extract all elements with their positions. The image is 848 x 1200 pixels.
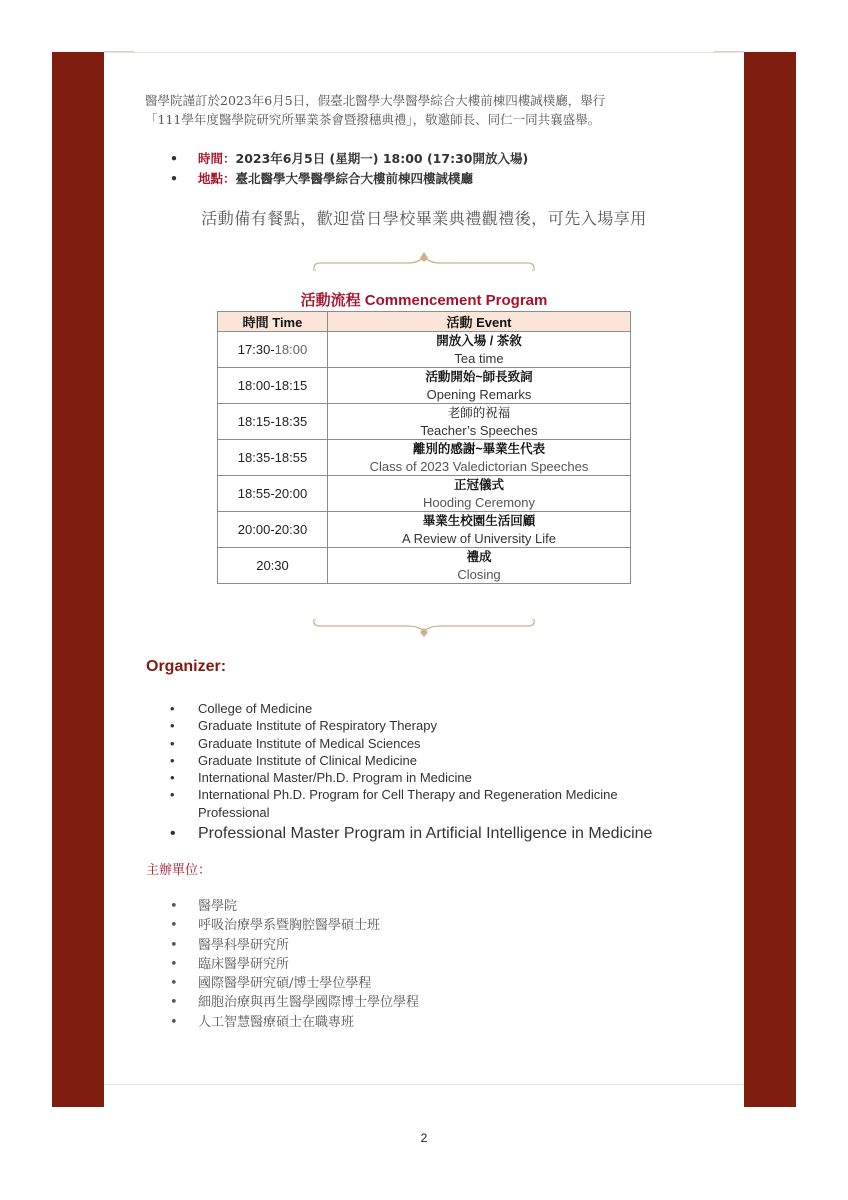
organizer-zh-title: 主辦單位： bbox=[146, 863, 212, 878]
bullet-icon: • bbox=[170, 976, 178, 992]
organizer-item: International Master/Ph.D. Program in Medicine bbox=[198, 770, 472, 786]
organizer-zh-item: 臨床醫學研究所 bbox=[198, 956, 290, 972]
list-item bbox=[170, 916, 690, 935]
table-row bbox=[218, 440, 631, 476]
bullet-icon: • bbox=[170, 825, 176, 843]
list-item bbox=[170, 752, 690, 769]
organizer-zh-list bbox=[170, 897, 690, 1032]
detail-time bbox=[170, 149, 690, 169]
page-number: 2 bbox=[420, 1131, 428, 1145]
event-en: Hooding Ceremony bbox=[422, 494, 535, 510]
event-zh: 活動開始~師長致詞 bbox=[425, 369, 533, 384]
intro-paragraph bbox=[145, 91, 705, 129]
time-cell: 20:30 bbox=[218, 548, 328, 584]
event-zh: 開放入場 / 茶敘 bbox=[436, 333, 522, 348]
event-en: Closing bbox=[457, 566, 501, 582]
list-item bbox=[170, 974, 690, 993]
organizer-item: Graduate Institute of Medical Sciences bbox=[198, 735, 421, 751]
list-item bbox=[170, 700, 690, 717]
intro-line-1: 醫學院謹訂於2023年6月5日，假臺北醫學大學醫學綜合大樓前棟四樓誠樸廳，舉行 bbox=[145, 93, 606, 108]
list-item bbox=[170, 993, 690, 1012]
table-row bbox=[218, 548, 631, 584]
list-item bbox=[170, 823, 690, 844]
time-cell: 18:35-18:55 bbox=[218, 440, 328, 476]
list-item bbox=[170, 717, 690, 734]
event-en: Tea time bbox=[454, 350, 504, 366]
time-start: 17:30- bbox=[237, 342, 275, 357]
bottom-rule bbox=[104, 1084, 744, 1085]
bullet-icon: • bbox=[170, 918, 178, 934]
top-rule bbox=[104, 52, 744, 53]
bullet-icon: • bbox=[170, 701, 175, 716]
organizer-list bbox=[170, 700, 690, 844]
event-en: Class of 2023 Valedictorian Speeches bbox=[369, 458, 589, 474]
event-cell bbox=[328, 332, 631, 368]
event-en: Opening Remarks bbox=[426, 386, 532, 402]
event-en: Teacher’s Speeches bbox=[420, 422, 538, 438]
organizer-zh-item: 醫學院 bbox=[198, 899, 238, 914]
event-zh: 老師的祝福 bbox=[447, 405, 511, 420]
event-cell bbox=[328, 476, 631, 512]
organizer-item: Professional Master Program in Artificial Intelligence in Medicine bbox=[198, 825, 653, 843]
top-rule-tick-right bbox=[714, 51, 744, 52]
bullet-icon: • bbox=[170, 171, 178, 186]
organizer-zh-item: 醫學科學研究所 bbox=[198, 937, 290, 953]
list-item bbox=[170, 735, 690, 752]
list-item bbox=[170, 1013, 690, 1032]
organizer-zh-item: 細胞治療與再生醫學國際博士學位學程 bbox=[198, 995, 420, 1011]
event-cell bbox=[328, 404, 631, 440]
time-cell: 20:00-20:30 bbox=[218, 512, 328, 548]
bullet-icon: • bbox=[170, 1014, 178, 1030]
detail-value: 2023年6月5日 (星期一) 18:00 (17:30開放入場) bbox=[235, 151, 529, 166]
time-cell: 18:15-18:35 bbox=[218, 404, 328, 440]
meal-notice: 活動備有餐點，歡迎當日學校畢業典禮觀禮後，可先入場享用 bbox=[201, 209, 647, 228]
header-time: 時間 Time bbox=[218, 312, 328, 332]
program-table bbox=[217, 311, 631, 584]
detail-label: 時間： bbox=[198, 151, 236, 166]
table-row bbox=[218, 404, 631, 440]
program-title: 活動流程 Commencement Program bbox=[300, 292, 548, 309]
event-zh: 禮成 bbox=[466, 549, 492, 564]
event-details bbox=[170, 149, 690, 189]
time-cell bbox=[218, 332, 328, 368]
list-item bbox=[170, 897, 690, 916]
organizer-title: Organizer: bbox=[146, 658, 227, 675]
event-en: A Review of University Life bbox=[402, 530, 556, 546]
detail-place bbox=[170, 169, 690, 189]
organizer-item: International Ph.D. Program for Cell Therapy and Regeneration Medicine Professional bbox=[198, 787, 618, 820]
bullet-icon: • bbox=[170, 956, 178, 972]
table-header-row bbox=[218, 312, 631, 332]
ornament-divider-bottom-icon bbox=[310, 614, 538, 640]
bullet-icon: • bbox=[170, 899, 178, 914]
event-zh: 離別的感謝~畢業生代表 bbox=[412, 441, 546, 456]
detail-label: 地點： bbox=[198, 171, 236, 186]
event-cell bbox=[328, 512, 631, 548]
ornament-divider-top-icon bbox=[310, 248, 538, 274]
event-zh: 正冠儀式 bbox=[453, 477, 504, 492]
event-cell bbox=[328, 368, 631, 404]
list-item bbox=[170, 955, 690, 974]
organizer-item: College of Medicine bbox=[198, 701, 313, 716]
bullet-icon: • bbox=[170, 718, 175, 734]
list-item bbox=[170, 936, 690, 955]
bullet-icon: • bbox=[170, 995, 178, 1011]
table-row bbox=[218, 332, 631, 368]
header-event: 活動 Event bbox=[328, 312, 631, 332]
organizer-zh-item: 人工智慧醫療碩士在職專班 bbox=[198, 1014, 355, 1030]
organizer-item: Graduate Institute of Clinical Medicine bbox=[198, 752, 417, 768]
list-item bbox=[170, 769, 690, 786]
time-cell: 18:55-20:00 bbox=[218, 476, 328, 512]
bullet-icon: • bbox=[170, 735, 175, 751]
time-cell: 18:00-18:15 bbox=[218, 368, 328, 404]
bullet-icon: • bbox=[170, 752, 175, 768]
time-end: 18:00 bbox=[274, 342, 308, 357]
bullet-icon: • bbox=[170, 787, 175, 803]
bullet-icon: • bbox=[170, 770, 175, 786]
bullet-icon: • bbox=[170, 937, 178, 953]
organizer-item: Graduate Institute of Respiratory Therapy bbox=[198, 718, 437, 734]
top-rule-tick-left bbox=[104, 51, 134, 52]
event-zh: 畢業生校園生活回顧 bbox=[422, 513, 536, 528]
organizer-zh-item: 呼吸治療學系暨胸腔醫學碩士班 bbox=[198, 918, 381, 934]
event-cell bbox=[328, 548, 631, 584]
detail-value: 臺北醫學大學醫學綜合大樓前棟四樓誠樸廳 bbox=[235, 171, 474, 186]
table-row bbox=[218, 512, 631, 548]
event-cell bbox=[328, 440, 631, 476]
table-row bbox=[218, 476, 631, 512]
list-item bbox=[170, 786, 690, 821]
table-row bbox=[218, 368, 631, 404]
intro-line-2: 「111學年度醫學院研究所畢業茶會暨撥穗典禮」，敬邀師長、同仁一同共襄盛舉。 bbox=[145, 112, 601, 127]
organizer-zh-item: 國際醫學研究碩/博士學位學程 bbox=[198, 976, 372, 992]
bullet-icon: • bbox=[170, 151, 178, 166]
